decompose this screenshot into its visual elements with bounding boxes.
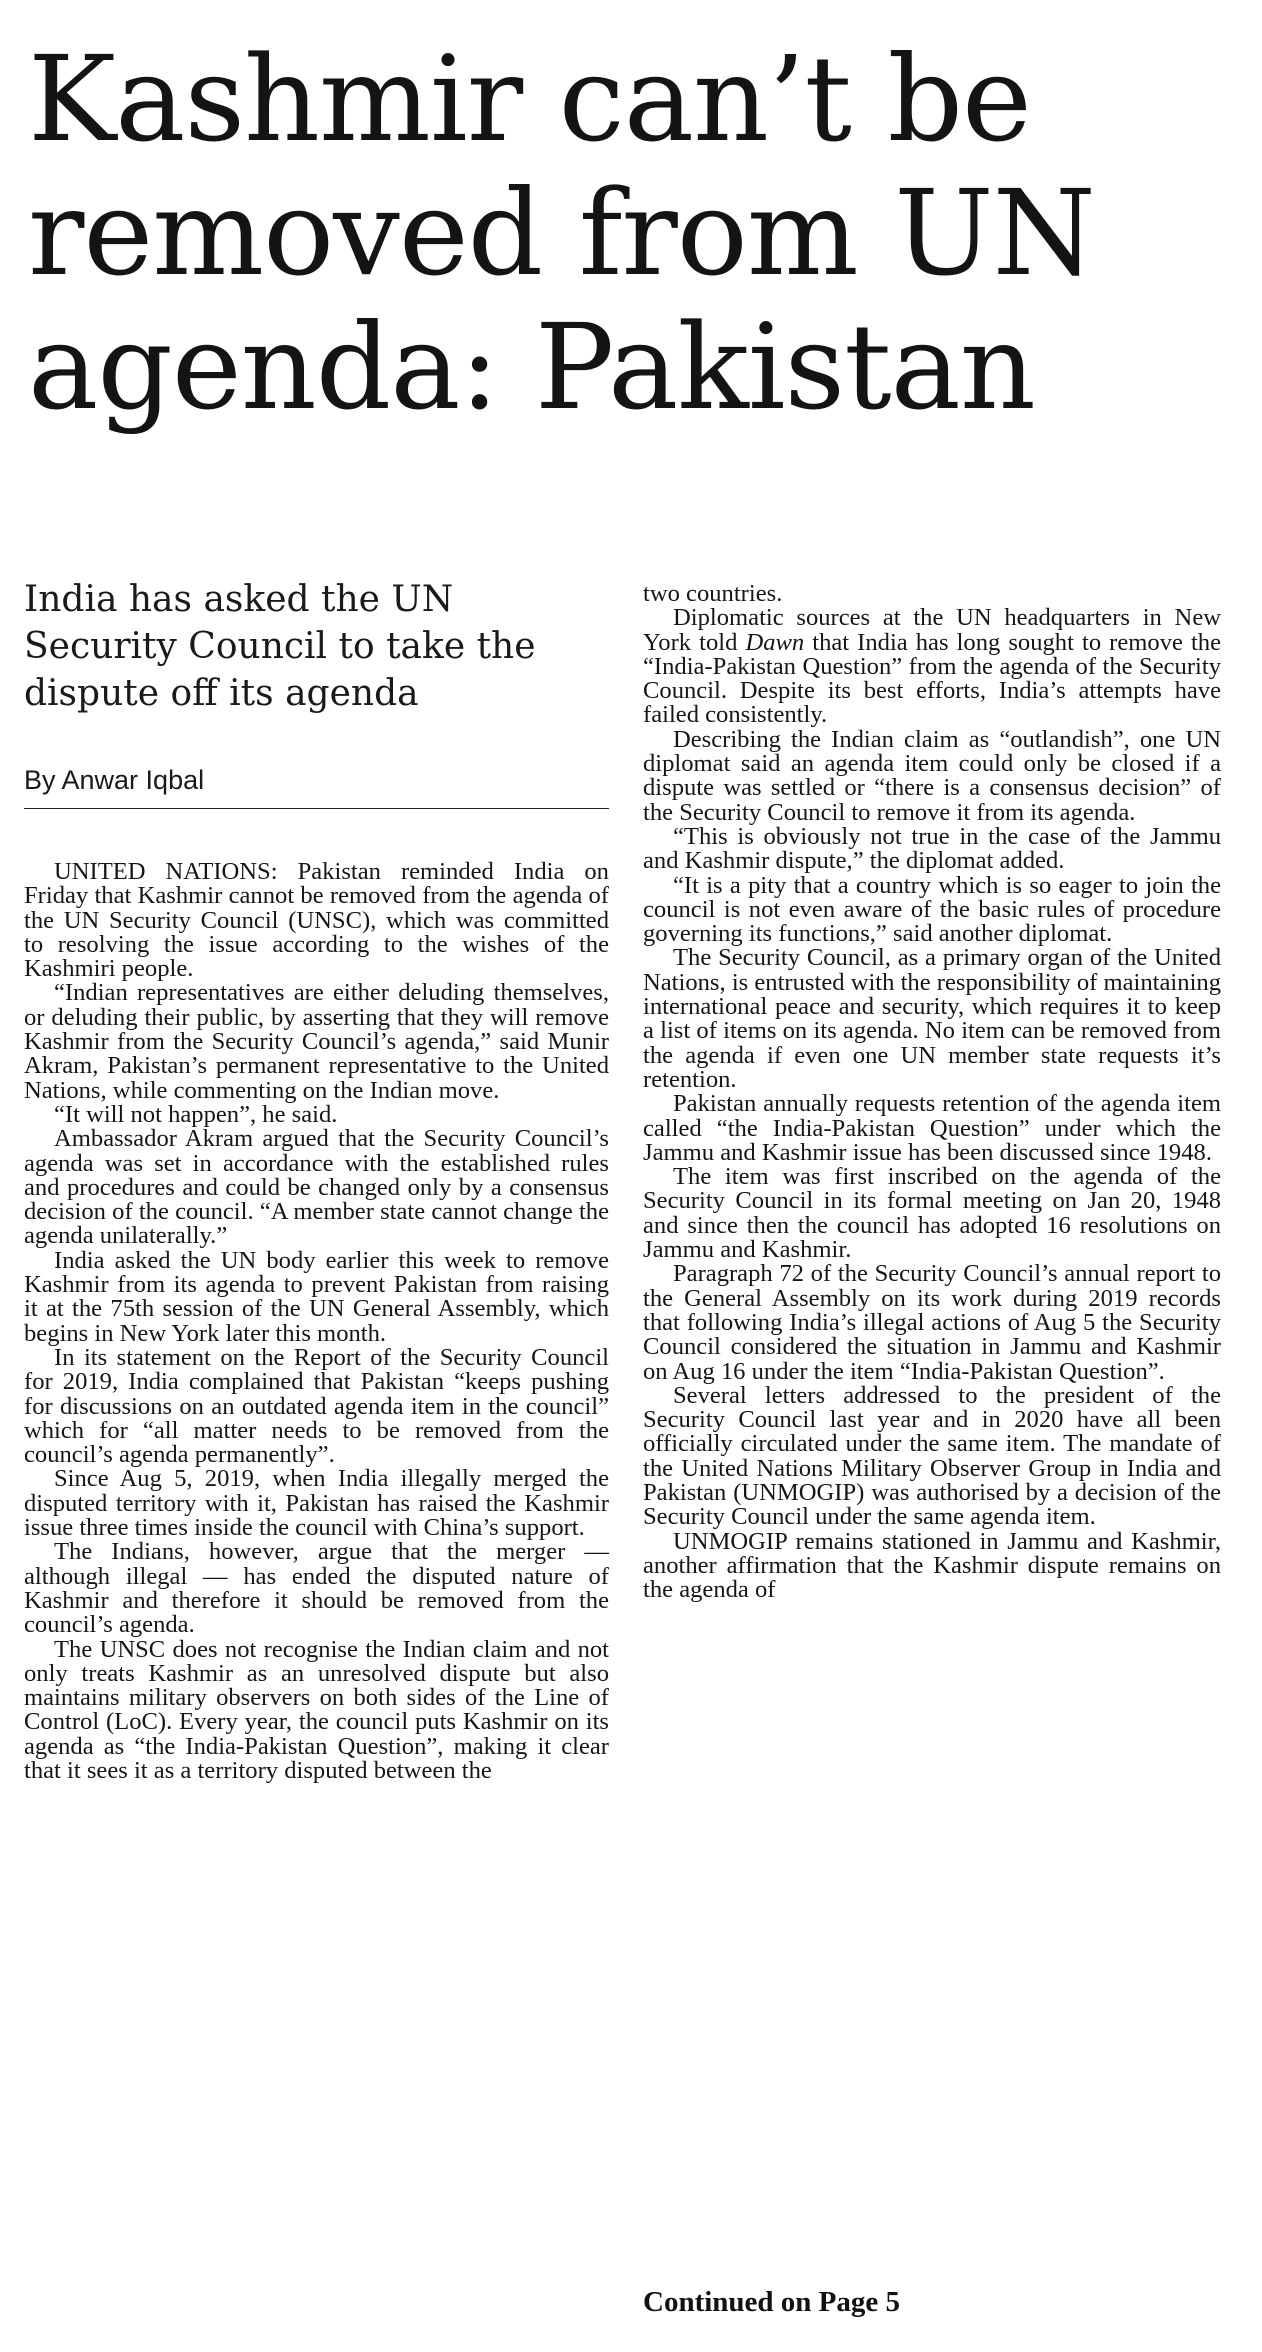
- subheadline: India has asked the UN Security Council to take the dispute off its agenda: [24, 579, 536, 714]
- article-paragraph: Paragraph 72 of the Security Council’s annual report to the General Assembly on its work during 2019 records that following India’s illegal actions of Aug 5 the Security Council considered the situation in Jammu and Kashmir on Aug 16 under the item “India-Pakistan Question”.: [643, 1260, 1221, 1385]
- article-column-left: [24, 860, 609, 1783]
- article-paragraph: “This is obviously not true in the case of the Jammu and Kashmir dispute,” the diplomat added.: [643, 822, 1221, 875]
- article-paragraph: The UNSC does not recognise the Indian claim and not only treats Kashmir as an unresolved dispute but also maintains military observers on both sides of the Line of Control (LoC). Every year, the council puts Kashmir on its agenda as “the India-Pakistan Question”, making it clear that it sees it as a territory disputed between the: [24, 1635, 609, 1784]
- article-paragraph: [24, 860, 609, 981]
- article-paragraph: “It will not happen”, he said.: [54, 1100, 338, 1128]
- continued-on-page-link[interactable]: Continued on Page 5: [643, 2286, 901, 2318]
- article-paragraph: Describing the Indian claim as “outlandish”, one UN diplomat said an agenda item could only be closed if a dispute was settled or “there is a consensus decision” of the Security Council to remove it from its agenda.: [643, 725, 1221, 826]
- byline: By Anwar Iqbal: [24, 765, 205, 795]
- article-paragraph: Pakistan annually requests retention of the agenda item called “the India-Pakistan Question” under which the Jammu and Kashmir issue has been discussed since 1948.: [643, 1090, 1221, 1166]
- article-paragraph: [643, 606, 1221, 727]
- article-carryover: two countries.: [643, 580, 783, 607]
- byline-divider: [24, 808, 609, 809]
- dateline: UNITED NATIONS:: [54, 858, 278, 885]
- article-paragraph: Several letters addressed to the president of the Security Council last year and in 2020 have all been officially circulated under the same item. The mandate of the United Nations Military Observer Group in India and Pakistan (UNMOGIP) was authorised by a decision of the Security Council under the same agenda item.: [643, 1381, 1221, 1531]
- article-paragraph: UNMOGIP remains stationed in Jammu and Kashmir, another affirmation that the Kashmir dispute remains on the agenda of: [643, 1527, 1221, 1604]
- article-paragraph: “Indian representatives are either deluding themselves, or deluding their public, by asserting that they will remove Kashmir from the Security Council’s agenda,” said Munir Akram, Pakistan’s permanent representative to the United Nations, while commenting on the Indian move.: [24, 979, 609, 1104]
- paragraph-text: Diplomatic sources at the UN headquarters in New York told: [643, 604, 1221, 656]
- article-paragraph: The Indians, however, argue that the merger — although illegal — has ended the disputed nature of Kashmir and therefore it should be removed from the council’s agenda.: [24, 1538, 609, 1639]
- headline: Kashmir can’t be removed from UN agenda: Pakistan: [28, 30, 1095, 436]
- article-paragraph: The item was first inscribed on the agenda of the Security Council in its formal meeting on Jan 20, 1948 and since then the council has adopted 16 resolutions on Jammu and Kashmir.: [643, 1163, 1221, 1264]
- article-paragraph: Ambassador Akram argued that the Security Council’s agenda was set in accordance with the established rules and procedures and could be changed only by a consensus decision of the council. “A member state cannot change the agenda unilaterally.”: [24, 1125, 609, 1250]
- article-paragraph: Since Aug 5, 2019, when India illegally merged the disputed territory with it, Pakistan has raised the Kashmir issue three times inside the council with China’s support.: [24, 1465, 609, 1542]
- publication-name: Dawn: [745, 628, 805, 656]
- paragraph-text: that India has long sought to remove the “India-Pakistan Question” from the agenda of the Security Council. Despite its best efforts, India’s attempts have failed consistently.: [643, 628, 1221, 729]
- article-paragraph: The Security Council, as a primary organ of the United Nations, is entrusted with the responsibility of maintaining international peace and security, which requires it to keep a list of items on its agenda. No item can be removed from the agenda if even one UN member state requests it’s retention.: [643, 944, 1221, 1093]
- paragraph-text: Pakistan reminded India on Friday that Kashmir cannot be removed from the agenda of the UN Security Council (UNSC), which was committed to resolving the issue according to the wishes of the Kashmiri people.: [24, 858, 609, 983]
- article-paragraph: In its statement on the Report of the Security Council for 2019, India complained that Pakistan “keeps pushing for discussions on an outdated agenda item in the council” which for “all matter needs to be removed from the council’s agenda permanently”.: [24, 1343, 609, 1469]
- article-paragraph: India asked the UN body earlier this week to remove Kashmir from its agenda to prevent Pakistan from raising it at the 75th session of the UN General Assembly, which begins in New York later this month.: [24, 1246, 609, 1347]
- article-column-right: [643, 582, 1221, 1602]
- article-paragraph: “It is a pity that a country which is so eager to join the council is not even aware of the basic rules of procedure governing its functions,” said another diplomat.: [643, 871, 1221, 948]
